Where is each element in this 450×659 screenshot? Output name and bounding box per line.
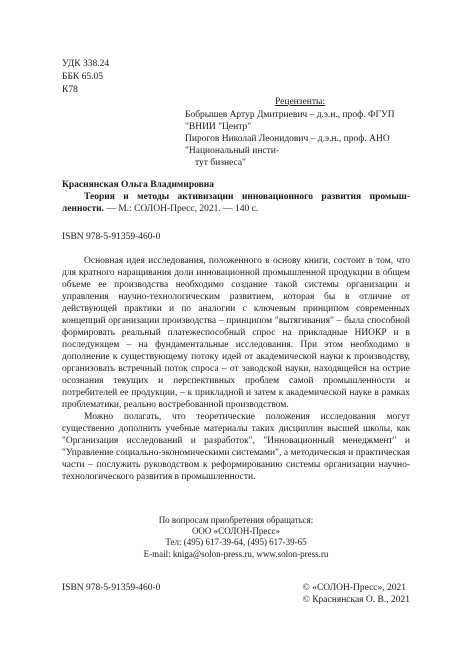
publisher-name: ООО «СОЛОН-Пресс» bbox=[191, 526, 281, 537]
purchase-contacts bbox=[62, 515, 410, 560]
book-title-line bbox=[62, 191, 410, 215]
reviewer-1: Бобрышев Артур Дмитриевич – д.э.н., проф. ФГУП "ВНИИ "Центр" bbox=[185, 110, 395, 132]
reviewers-title: Рецензенты: bbox=[275, 97, 325, 107]
isbn-bottom: ISBN 978-5-91359-460-0 bbox=[62, 583, 161, 593]
copyright-block bbox=[303, 582, 410, 606]
abstract-paragraph-1: Основная идея исследования, положенного в основу книги, состоит в том, что для кратного наращивания доли инновационной промышленной продукции в общем объеме ее производства необходимо создание такой системы организации и управления научно-технологическим развитием, которая бы в отличие от действующей практики и по аналогии с ключевым принципом современных концепций организации производства – принципом "вытягивания" – была способной формировать реальный платежеспособный спрос на прикладные НИОКР и в последующем – на фундаментальные исследования. При этом необходимо в дополнение к существующему потоку идей от академической науки к производству, организовать встречный поток спроса – от заводской науки, находящейся на острие осознания текущих и перспективных проблем самой промышленности и потребителей ее продукции, – к прикладной и затем к академической науке в рамках проблематики, реально востребованной производством. bbox=[62, 256, 410, 410]
reviewers-block bbox=[185, 96, 415, 169]
isbn-top: ISBN 978-5-91359-460-0 bbox=[62, 232, 161, 242]
bbk-code: ББК 65.05 bbox=[62, 72, 103, 82]
udc-code: УДК 338.24 bbox=[62, 59, 110, 69]
copyright-author: © Краснянская О. В., 2021 bbox=[302, 595, 410, 605]
abstract bbox=[62, 255, 410, 483]
contacts-heading: По вопросам приобретения обращаться: bbox=[158, 515, 314, 525]
publication-info: — М.: СОЛОН-Пресс, 2021. — 140 с. bbox=[103, 204, 259, 214]
copyright-publisher: © «СОЛОН-Пресс», 2021 bbox=[302, 583, 407, 593]
classification-codes bbox=[62, 58, 109, 97]
author-mark: К78 bbox=[62, 85, 78, 95]
author-name: Краснянская Ольга Владимировна bbox=[62, 180, 215, 190]
reviewer-2-line-1: Пирогов Николай Леонидович – д.э.н., проф. АНО "Национальный инсти- bbox=[185, 134, 390, 156]
bibliographic-record bbox=[62, 179, 410, 215]
abstract-paragraph-2: Можно полагать, что теоретические положения исследования могут существенно дополнить учебные материалы таких дисциплин высшей школы, как "Организация исследований и разработок", "Инновационный менеджмент" и "Управление социально-экономическими системами", а методическая и практическая части – послужить руководством к реформированию системы организации научно-технологического развития в промышленности. bbox=[62, 412, 410, 482]
reviewer-2-line-2: тут бизнеса" bbox=[195, 158, 246, 168]
phone-numbers: Тел: (495) 617-39-64, (495) 617-39-65 bbox=[165, 537, 307, 548]
email-website: E-mail: kniga@solon-press.ru, www.solon-press.ru bbox=[143, 548, 329, 559]
book-title: Теория и методы активизации инновационного развития промыш-ленности. bbox=[62, 192, 410, 214]
